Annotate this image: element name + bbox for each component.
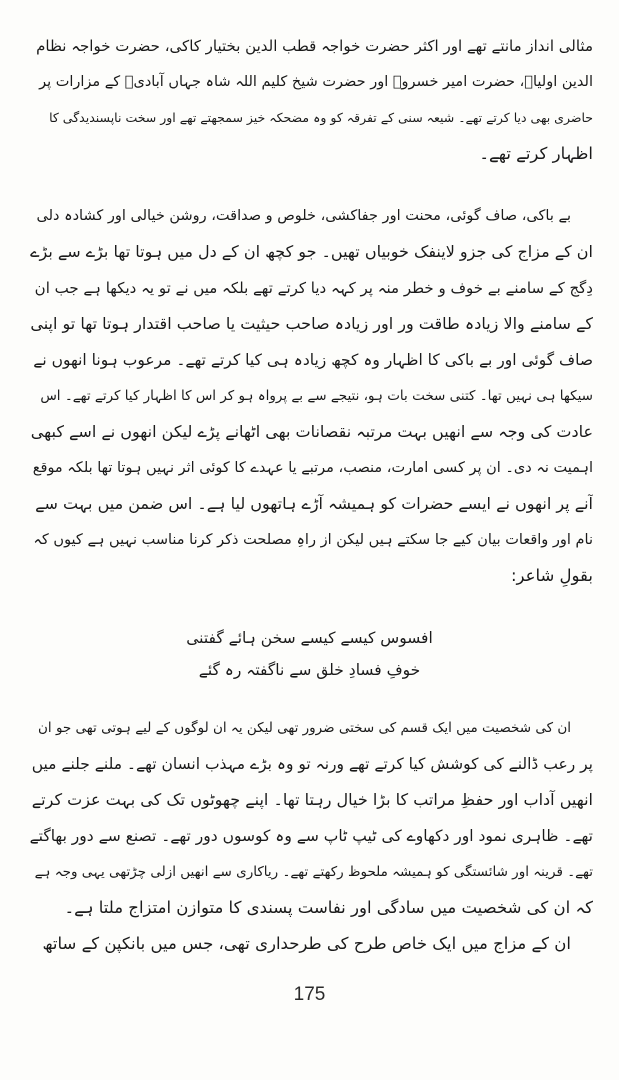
text-line: دِگج کے سامنے بے خوف و خطر منہ پر کہہ دیا کرتے تھے بلکہ میں نے تو یہ دیکھا ہے جب ان: [34, 279, 593, 297]
text-line: اہمیت نہ دی۔ ان پر کسی امارت، منصب، مرتبے یا عہدے کا کوئی اثر نہیں ہوتا تھا بلکہ موقع: [32, 460, 593, 476]
text-line: الدین اولیاؒ، حضرت امیر خسروؒ اور حضرت شیخ کلیم اللہ شاہ جہاں آبادیؒ کے مزارات پر: [39, 74, 593, 90]
paragraph-3: [30, 710, 593, 926]
text-line: بقولِ شاعر:: [510, 566, 593, 585]
text-line: صاف گوئی اور بے باکی کا اظہار وہ کچھ زیادہ ہی کیا کرتے تھے۔ مرعوب ہونا انھوں نے: [33, 351, 593, 369]
text-line: انھیں آداب اور حفظِ مراتب کا بڑا خیال رہتا تھا۔ اپنے چھوٹوں تک کی بہت عزت کرتے: [31, 790, 593, 809]
text-line: مثالی انداز مانتے تھے اور اکثر حضرت خواجہ قطب الدین بختیار کاکی، حضرت خواجہ نظام: [36, 37, 593, 55]
verse-line: افسوس کیسے کیسے سخن ہائے گفتنی: [186, 629, 433, 647]
text-line: آنے پر انھوں نے ایسے حضرات کو ہمیشہ آڑے ہاتھوں لیا ہے۔ اس ضمن میں بہت سے: [35, 494, 593, 513]
text-line: نام اور واقعات بیان کیے جا سکتے ہیں لیکن از راہِ مصلحت ذکر کرنا مناسب نہیں ہے کیوں کہ: [33, 532, 593, 548]
paragraph-1: [30, 28, 593, 172]
poem-couplet: [0, 622, 619, 686]
text-line: ان کی شخصیت میں ایک قسم کی سختی ضرور تھی لیکن یہ ان لوگوں کے لیے ہوتی تھی جو ان: [37, 720, 571, 736]
text-line: تھے۔ قرینہ اور شائستگی کو ہمیشہ ملحوظ رکھتے تھے۔ ریاکاری سے انھیں ازلی چڑتھی یہی وجہ ہے: [34, 864, 593, 880]
text-line: تھے۔ ظاہری نمود اور دکھاوے کی ٹیپ ٹاپ سے وہ کوسوں دور تھے۔ تصنع سے دور بھاگتے: [30, 827, 593, 845]
text-line: پر رعب ڈالنے کی کوشش کیا کرتے تھے ورنہ تو وہ بڑے مہذب انسان تھے۔ ملنے جلنے میں: [31, 755, 593, 773]
text-line: کے سامنے والا زیادہ طاقت ور اور زیادہ صاحب حیثیت یا صاحب اقتدار ہوتا تھا تو اپنی: [30, 314, 593, 333]
text-line: اظہار کرتے تھے۔: [479, 144, 593, 163]
verse-line: خوفِ فسادِ خلق سے ناگفتہ رہ گئے: [198, 661, 421, 679]
paragraph-4: [30, 926, 593, 962]
text-line: بے باکی، صاف گوئی، محنت اور جفاکشی، خلوص و صداقت، روشن خیالی اور کشادہ دلی: [36, 208, 571, 224]
text-line: سیکھا ہی نہیں تھا۔ کتنی سخت بات ہو، نتیجے سے بے پرواہ ہو کر اس کا اظہار کیا کرتے تھے۔ اس: [40, 388, 593, 404]
page-number: 175: [293, 984, 326, 1005]
text-line: عادت کی وجہ سے انھیں بہت مرتبہ نقصانات بھی اٹھانے پڑے لیکن انھوں نے اسے کبھی: [30, 422, 593, 441]
text-line: ان کے مزاج میں ایک خاص طرح کی طرحداری تھی، جس میں بانکپن کے ساتھ: [42, 934, 571, 953]
text-line: حاضری بھی دیا کرتے تھے۔ شیعہ سنی کے تفرقہ کو وہ مضحکہ خیز سمجھتے تھے اور سخت ناپسندیدگی کا: [49, 110, 593, 125]
paragraph-2: [30, 198, 593, 594]
text-line: کہ ان کی شخصیت میں سادگی اور نفاست پسندی کا متوازن امتزاج ملتا ہے۔: [64, 898, 593, 917]
text-line: ان کے مزاج کی جزو لاینفک خوبیاں تھیں۔ جو کچھ ان کے دل میں ہوتا تھا بڑے سے بڑے: [30, 242, 593, 261]
